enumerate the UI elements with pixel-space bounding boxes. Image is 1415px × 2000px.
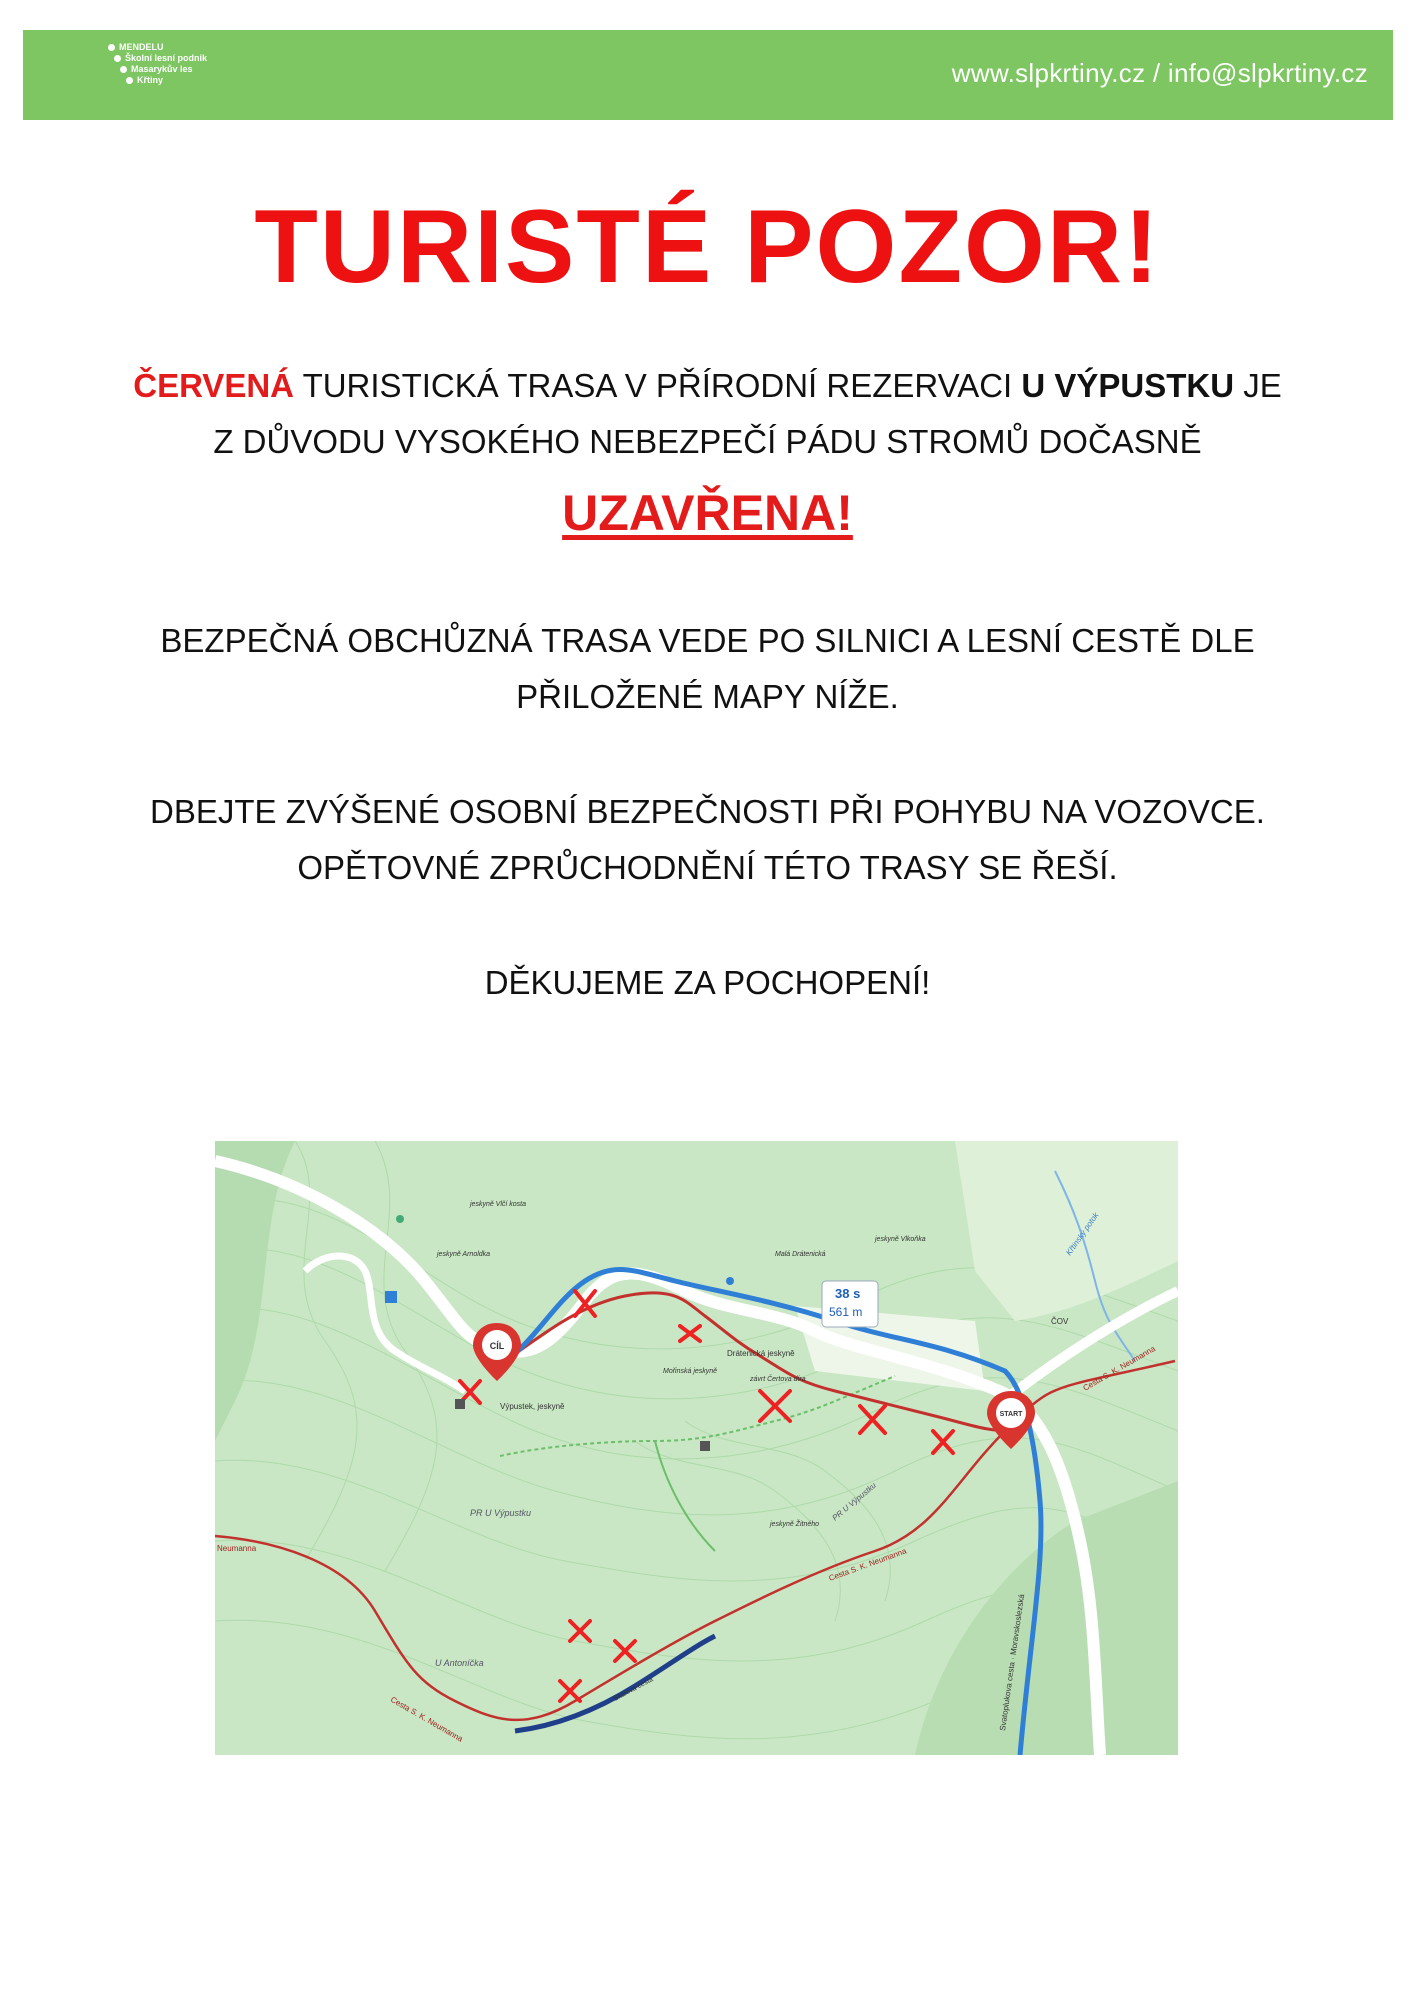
end-pin-label: CÍL [489,1341,505,1351]
label-pr-u-vypustku-2: PR U Výpustku [830,1480,878,1523]
label-cov: ČOV [1051,1317,1069,1326]
label-neumanna-2: Cesta S. K. Neumanna [389,1694,465,1744]
label-neumanna-3: Cesta S. K. Neumanna [1081,1344,1157,1393]
reserve-name: U VÝPUSTKU [1021,367,1235,404]
closed-label: UZAVŘENA! [562,485,853,541]
logo-dot-icon [114,55,121,62]
info-icon [726,1277,734,1285]
label-skalova: Skalova cesta [612,1676,655,1703]
label-zitneho: jeskyně Žitného [770,1521,820,1528]
notice-line-1 [0,358,1415,414]
label-arnoldka: jeskyně Arnoldka [437,1251,491,1258]
contact-info: www.slpkrtiny.cz / info@slpkrtiny.cz [951,58,1368,88]
poi-icon [700,1441,710,1451]
logo-line-1: MENDELU [119,42,164,52]
header-bar [23,30,1393,120]
detour-line-1: BEZPEČNÁ OBCHŮZNÁ TRASA VEDE PO SILNICI A LESNÍ CESTĚ DLE [160,622,1255,659]
label-u-antonicka: U Antoníčka [435,1658,484,1668]
poi-icon [455,1399,465,1409]
notice-line-1-a: TURISTICKÁ TRASA V PŘÍRODNÍ REZERVACI [294,367,1022,404]
page-title: TURISTÉ POZOR! [254,189,1161,305]
label-dratenicka: Drátenická jeskyně [727,1349,795,1358]
label-mala-dratenicka: Malá Drátenická [775,1251,826,1258]
label-pr-u-vypustku: PR U Výpustku [470,1508,532,1518]
label-zavrt: závrt Čertova díra [750,1376,806,1383]
caution-line-2: OPĚTOVNÉ ZPRŮCHODNĚNÍ TÉTO TRASY SE ŘEŠÍ. [297,849,1118,886]
route-info-box [822,1281,878,1327]
detour-line-2: PŘILOŽENÉ MAPY NÍŽE. [516,678,899,715]
label-svatopluk: Svatoplukova cesta · Moravskoslezská [998,1593,1027,1732]
notice-line-1-b: JE [1234,367,1282,404]
notice-line-2: Z DŮVODU VYSOKÉHO NEBEZPEČÍ PÁDU STROMŮ DOČASNĚ [213,423,1202,460]
mendelu-logo [108,42,207,86]
route-time: 38 s [835,1286,861,1301]
map-svg [215,1141,1178,1755]
logo-dot-icon [120,66,127,73]
logo-line-4: Křtiny [137,75,164,85]
label-krtinsky-potok: Křtinský potok [1064,1210,1101,1258]
label-morinska: Mořinská jeskyně [663,1368,718,1375]
thanks-line: DĚKUJEME ZA POCHOPENÍ! [484,964,931,1001]
detour-map [215,1141,1178,1755]
logo-line-2: Školní lesní podnik [125,53,208,63]
label-vlkonka: jeskyně Vlkoňka [875,1236,926,1243]
tree-icon [396,1215,404,1223]
logo-dot-icon [108,44,115,51]
logo-dot-icon [126,77,133,84]
parking-icon [385,1291,397,1303]
caution-line-1: DBEJTE ZVÝŠENÉ OSOBNÍ BEZPEČNOSTI PŘI POHYBU NA VOZOVCE. [150,793,1265,830]
route-distance: 561 m [829,1305,863,1319]
label-vypustek: Výpustek, jeskyně [500,1402,565,1411]
red-route-label: ČERVENÁ [133,367,294,404]
logo-line-3: Masarykův les [131,64,193,74]
label-neumanna-4: Neumanna [217,1544,257,1553]
label-vlci-kosta: jeskyně Vlčí kosta [470,1201,527,1208]
label-neumanna-1: Cesta S. K. Neumanna [827,1546,908,1583]
start-pin-label: START [999,1411,1023,1418]
